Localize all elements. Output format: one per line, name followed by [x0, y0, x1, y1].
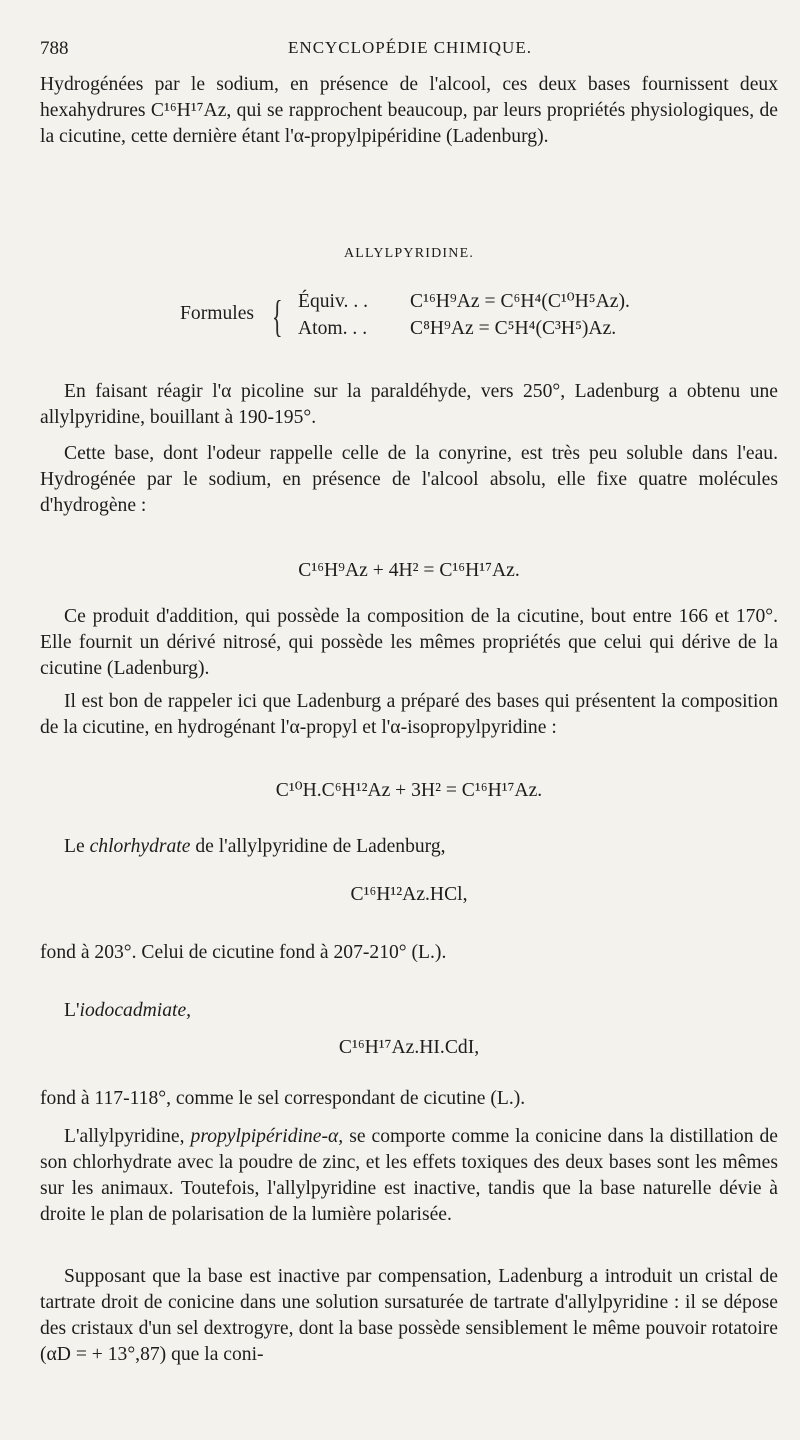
paragraph-properties: Cette base, dont l'odeur rappelle celle de la conyrine, est très peu soluble dans l'eau. Hydrogénée par le sodium, en présence de l'alcool absolu, elle fixe quatre molécules d'hydrogène : [40, 443, 778, 516]
paragraph-iodocadmiate-melting: fond à 117-118°, comme le sel correspondant de cicutine (L.). [40, 1088, 526, 1109]
formula-iodocadmiate: C¹⁶H¹⁷Az.HI.CdI, [338, 1037, 480, 1058]
formulas-label: Formules [180, 303, 255, 324]
equation-propyl: C¹⁰H.C⁶H¹²Az + 3H² = C¹⁶H¹⁷Az. [275, 780, 543, 801]
formula-equiv-key: Équiv. . . [298, 291, 369, 312]
formula-equiv-value: C¹⁶H⁹Az = C⁶H⁴(C¹⁰H⁵Az). [410, 291, 630, 312]
distillation-rest: se comporte comme la conicine dans la distillation de son chlorhydrate avec la poudre de zinc, et les effets toxiques des deux bases sont les mêmes sur les animaux. Toutefois, l'allylpyridine est inactive, tandis que la base naturelle dévie à droite le plan de polarisation de la lumière polarisée. [40, 1126, 778, 1225]
paragraph-addition-product: Ce produit d'addition, qui possède la composition de la cicutine, bout entre 166 et 170°. Elle fournit un dérivé nitrosé, qui possède les mêmes propriétés que celui qui dérive de la cicutine (Ladenburg). [40, 606, 778, 679]
iodocadmiate-term: iodocadmiate, [79, 1000, 192, 1021]
chlorhydrate-rest: de l'allylpyridine de Ladenburg, [190, 836, 446, 857]
distillation-intro: L'allylpyridine, [64, 1126, 191, 1147]
formulas-block [180, 285, 740, 355]
running-title: ENCYCLOPÉDIE CHIMIQUE. [288, 38, 532, 57]
formula-atom-key: Atom. . . [298, 318, 368, 339]
equation-hydrogenation: C¹⁶H⁹Az + 4H² = C¹⁶H¹⁷Az. [298, 560, 520, 581]
chlorhydrate-term: chlorhydrate [89, 836, 191, 857]
formula-atom-value: C⁸H⁹Az = C⁵H⁴(C³H⁵)Az. [410, 318, 617, 339]
paragraph-distillation [40, 1124, 778, 1228]
chlorhydrate-intro: Le [64, 836, 90, 857]
paragraph-hexahydrures: Hydrogénées par le sodium, en présence de l'alcool, ces deux bases fournissent deux hexahydrures C¹⁶H¹⁷Az, qui se rapprochent beaucoup, par leurs propriétés physiologiques, de la cicutine, cette dernière étant l'α-propylpipéridine (Ladenburg). [40, 74, 778, 147]
formula-equiv-row [298, 289, 630, 313]
paragraph-iodocadmiate [40, 998, 778, 1024]
formula-chlorhydrate: C¹⁶H¹²Az.HCl, [350, 884, 468, 905]
propylpiperidine-term: propylpipéridine-α, [190, 1126, 344, 1147]
paragraph-chlorhydrate-melting: fond à 203°. Celui de cicutine fond à 207-210° (L.). [40, 942, 447, 963]
brace-icon: { [272, 292, 283, 341]
paragraph-preparation: En faisant réagir l'α picoline sur la paraldéhyde, vers 250°, Ladenburg a obtenu une allylpyridine, bouillant à 190-195°. [40, 381, 778, 428]
formula-atom-row [298, 318, 616, 340]
page-header [40, 38, 780, 62]
iodocadmiate-intro: L' [64, 1000, 80, 1021]
section-title: ALLYLPYRIDINE. [343, 246, 475, 261]
paragraph-tartrate: Supposant que la base est inactive par compensation, Ladenburg a introduit un cristal de tartrate droit de conicine dans une solution sursaturée de tartrate d'allylpyridine : il se dépose des cristaux d'un sel dextrogyre, dont la base possède sensiblement le même pouvoir rotatoire (αD = + 13°,87) que la coni- [40, 1266, 778, 1365]
paragraph-chlorhydrate [40, 834, 778, 860]
page-number: 788 [40, 38, 69, 59]
paragraph-ladenburg-bases: Il est bon de rappeler ici que Ladenburg a préparé des bases qui présentent la composition de la cicutine, en hydrogénant l'α-propyl et l'α-isopropylpyridine : [40, 691, 778, 738]
